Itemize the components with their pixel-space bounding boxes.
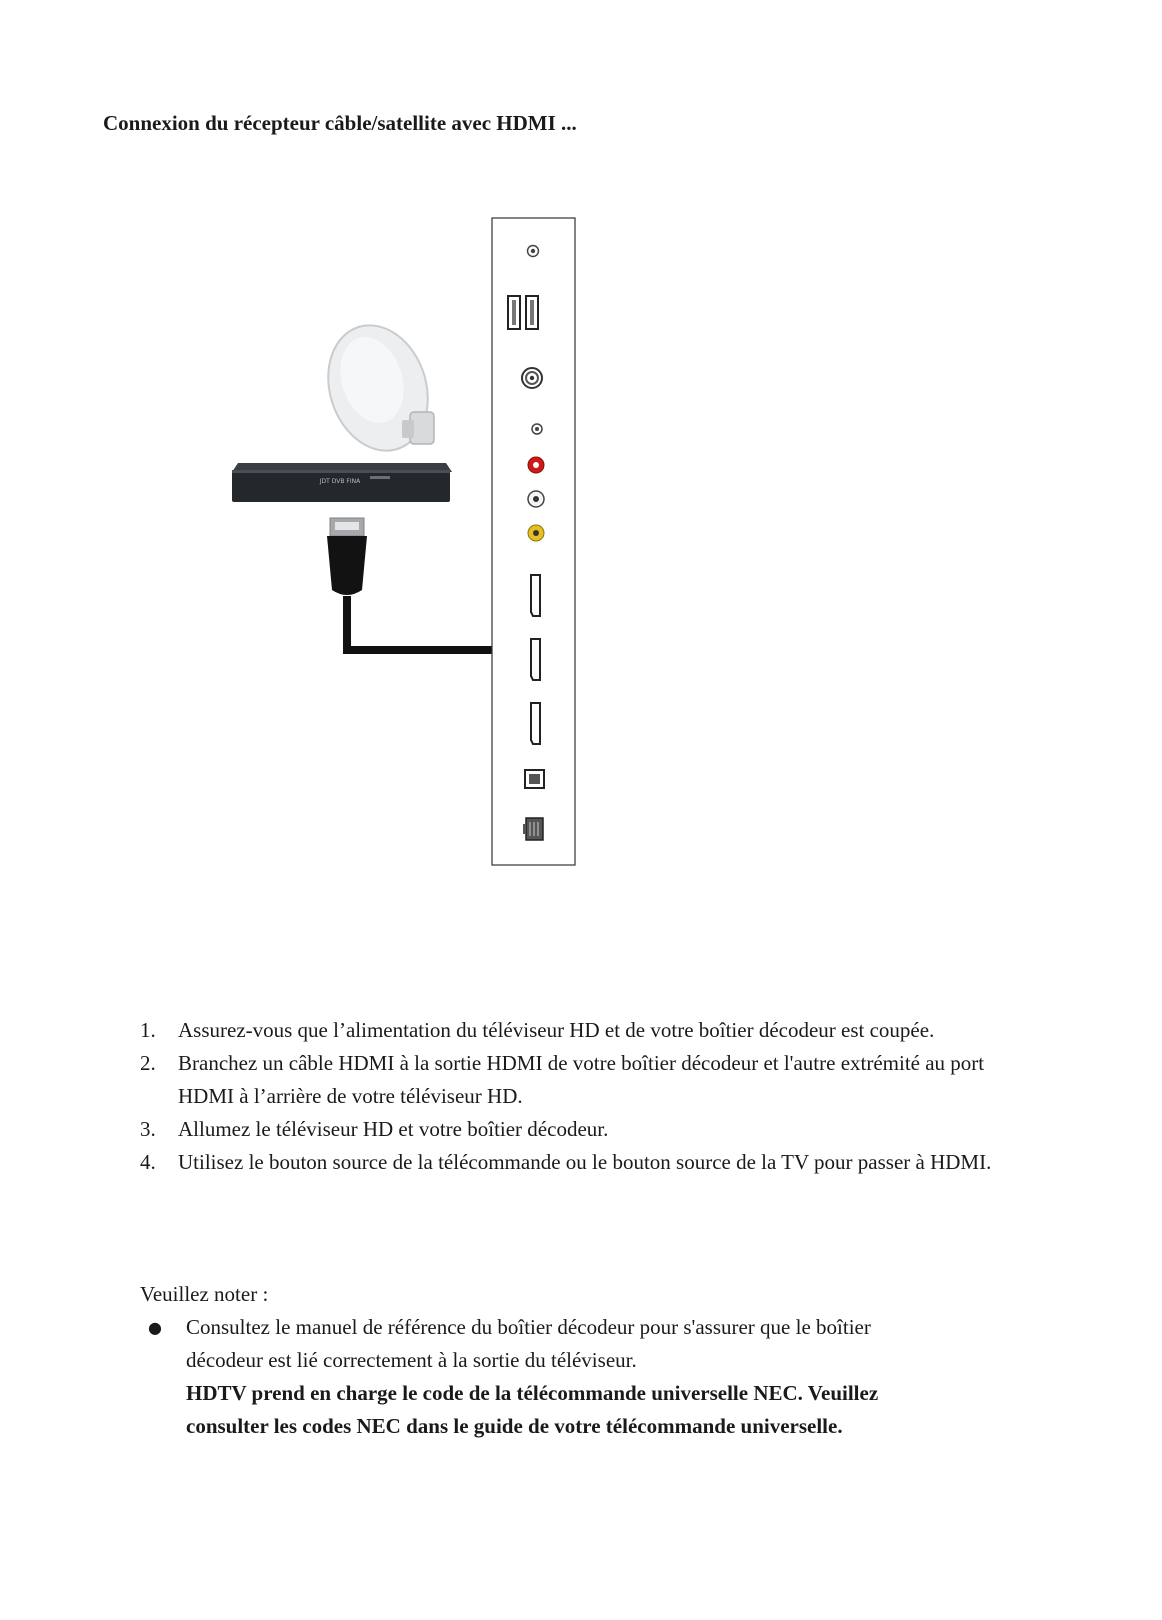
step-text: Utilisez le bouton source de la télécommande ou le bouton source de la TV pour passer à HDMI.	[178, 1150, 992, 1174]
step-number: 4.	[140, 1150, 156, 1174]
hdmi-port-icon-1	[531, 575, 540, 616]
step-item	[136, 1113, 996, 1146]
hdmi-cable	[347, 596, 494, 650]
set-top-box-icon	[232, 463, 452, 502]
step-number: 2.	[140, 1051, 156, 1075]
hdmi-port-icon-2	[531, 639, 540, 680]
step-number: 1.	[140, 1018, 156, 1042]
rca-yellow-port-icon	[528, 525, 544, 541]
rca-red-port-icon	[528, 457, 544, 473]
coax-port-icon	[522, 368, 542, 388]
receiver-label: JDT DVB FINA	[319, 478, 361, 485]
hdmi-plug-icon	[327, 518, 367, 595]
optical-port-icon	[525, 770, 544, 788]
note-heading: Veuillez noter :	[140, 1282, 269, 1306]
step-text: Allumez le téléviseur HD et votre boîtier décodeur.	[178, 1117, 609, 1141]
step-item	[136, 1014, 996, 1047]
step-item	[136, 1047, 996, 1113]
steps-list	[136, 1014, 996, 1179]
hdmi-port-icon-3	[531, 703, 540, 744]
step-item	[136, 1146, 996, 1179]
step-text: Assurez-vous que l’alimentation du téléviseur HD et de votre boîtier décodeur est coupée.	[178, 1018, 935, 1042]
step-number: 3.	[140, 1117, 156, 1141]
satellite-dish-icon	[313, 312, 444, 463]
step-text: Branchez un câble HDMI à la sortie HDMI de votre boîtier décodeur et l'autre extrémité au port HDMI à l’arrière de votre téléviseur HD.	[178, 1051, 985, 1108]
note-item	[140, 1311, 900, 1443]
page-title: Connexion du récepteur câble/satellite avec HDMI ...	[103, 111, 577, 135]
notes-list	[140, 1311, 900, 1443]
bullet-icon: ●	[148, 1318, 162, 1337]
audio-in-port-icon	[532, 424, 542, 434]
headphone-port-icon	[528, 246, 539, 257]
rca-white-port-icon	[528, 491, 544, 507]
note-text: Consultez le manuel de référence du boîtier décodeur pour s'assurer que le boîtier décodeur est lié correctement à la sortie du téléviseur.	[186, 1315, 871, 1372]
note-bold-text: HDTV prend en charge le code de la télécommande universelle NEC. Veuillez consulter les codes NEC dans le guide de votre télécommande universelle.	[186, 1381, 879, 1438]
lan-port-icon	[523, 818, 543, 840]
